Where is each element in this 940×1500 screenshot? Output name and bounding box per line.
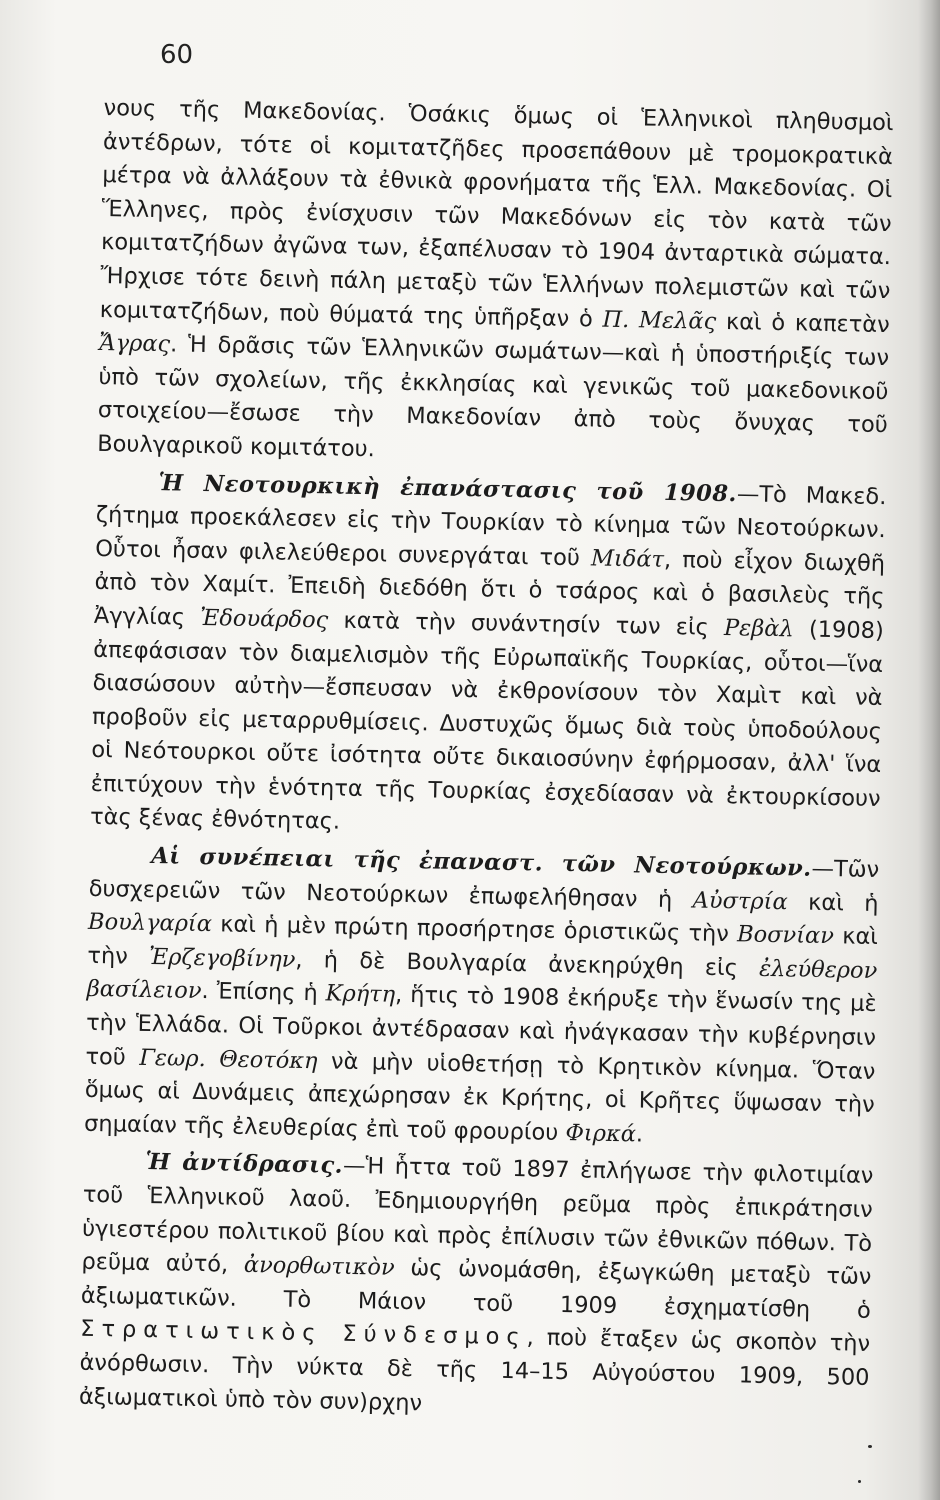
paragraph-young-turks xyxy=(90,465,887,850)
text-run: καὶ τὴν xyxy=(87,923,879,970)
text-run: κατὰ τὴν συνάντησίν των εἰς xyxy=(328,607,725,641)
italic-name: Ἐρζεγοβίνην xyxy=(148,943,296,973)
text-run: , ἡ δὲ Βουλγαρία ἀνεκηρύχθη εἰς xyxy=(295,946,760,982)
italic-name: Γεωρ. Θεοτόκη xyxy=(139,1044,318,1074)
text-run: . Ἐπίσης ἡ xyxy=(201,978,326,1007)
print-speck xyxy=(868,1445,872,1448)
italic-name: Π. Μελᾶς xyxy=(602,306,717,335)
text-run: . xyxy=(635,1121,644,1148)
italic-name: ἐλεύθερον βασίλειον xyxy=(86,955,878,1005)
text-run: καὶ ὁ καπετὰν xyxy=(715,308,890,338)
text-run: —Ἡ ἧττα τοῦ 1897 ἐπλήγωσε τὴν φιλοτιμίαν τοῦ Ἑλληνικοῦ λαοῦ. Ἐδημιουργήθη ρεῦμα πρὸς ἐπικράτησιν ὑγιεστέρου πολιτικοῦ βίου καὶ πρὸς ἐπίλυσιν τῶν ἐθνικῶν πόθων. Τὸ ρεῦμα αὐτό, xyxy=(81,1153,874,1279)
page-spine-shadow xyxy=(918,0,940,1500)
text-run: —Τὸ Μακεδ. ζήτημα προεκάλεσεν εἰς τὴν Τουρκίαν τὸ κίνημα τῶν Νεοτούρκων. Οὗτοι ἦσαν φιλελεύθεροι συνεργάται τοῦ xyxy=(94,480,887,572)
text-run: νους τῆς Μακεδονίας. Ὁσάκις ὅμως οἱ Ἑλληνικοὶ πληθυσμοὶ ἀντέδρων, τότε οἱ κομιτατζῆδες προσεπάθουν μὲ τρομοκρατικὰ μέτρα νὰ ἀλλάξουν τὰ ἐθνικὰ φρονήματα τῆς Ἑλλ. Μακεδονίας. Οἱ Ἕλληνες, πρὸς ἐνίσχυσιν τῶν Μακεδόνων εἰς τὸν κατὰ τῶν κομιτατζήδων ἀγῶνα των, ἐξαπέλυσαν τὸ 1904 ἀνταρτικὰ σώματα. Ἤρχισε τότε δεινὴ πάλη μεταξὺ τῶν Ἑλλήνων πολεμιστῶν καὶ τῶν κομιτατζήδων, ποὺ θύματά της ὑπῆρξαν ὁ xyxy=(99,94,894,333)
paragraph-macedonia xyxy=(97,92,894,477)
text-run: , ἥτις τὸ 1908 ἐκήρυξε τὴν ἕνωσίν της μὲ τὴν Ἑλλάδα. Οἱ Τοῦρκοι ἀντέδρασαν καὶ ἠνάγκασαν τὴν κυβέρνησιν τοῦ xyxy=(85,982,877,1071)
italic-name: Μιδάτ xyxy=(590,545,665,573)
italic-name: Φιρκά xyxy=(565,1119,637,1148)
italic-name: Κρήτη xyxy=(325,980,396,1009)
italic-term: ἀνορθωτικὸν xyxy=(243,1252,395,1281)
text-run: (1908) ἀπεφάσισαν τὸν διαμελισμὸν τῆς Εὐρωπαϊκῆς Τουρκίας, οὗτοι—ἵνα διασώσουν αὐτὴν—ἔσπευσαν νὰ ἐκθρονίσουν τὸν Χαμὶτ καὶ νὰ προβοῦν εἰς μεταρρυθμίσεις. Δυστυχῶς ὅμως διὰ τοὺς ὑποδούλους οἱ Νεότουρκοι οὔτε ἰσότητα οὔτε δικαιοσύνην ἐφήρμοσαν, ἀλλ' ἵνα ἐπιτύχουν τὴν ἑνότητα τῆς Τουρκίας ἐσχεδίασαν νὰ ἐκτουρκίσουν τὰς ξένας ἐθνότητας. xyxy=(89,616,885,836)
paragraph-consequences xyxy=(84,839,880,1156)
text-run: , ποὺ εἶχον διωχθῆ ἀπὸ τὸν Χαμίτ. Ἐπειδὴ διεδόθη ὅτι ὁ τσάρος καὶ ὁ βασιλεὺς τῆς Ἀγγλίας xyxy=(93,546,886,631)
text-run: καὶ ἡ μὲν πρώτη προσήρτησε ὁριστικῶς τὴν xyxy=(211,911,738,948)
section-heading: Ἡ Νεοτουρκικὴ ἐπανάστασις τοῦ 1908. xyxy=(158,469,738,507)
text-run: καὶ ἡ xyxy=(787,888,879,917)
section-heading: Ἡ ἀντίδρασις. xyxy=(145,1149,344,1180)
italic-name: Αὐστρία xyxy=(692,887,788,915)
spaced-term: Στρατιωτικὸς Σύνδεσμος xyxy=(79,1316,527,1351)
print-speck xyxy=(858,1480,861,1483)
text-run: —Τῶν δυσχερειῶν τῶν Νεοτούρκων ἐπωφελήθησαν ἡ xyxy=(88,855,880,914)
text-run: . Ἡ δρᾶσις τῶν Ἑλληνικῶν σωμάτων—καὶ ἡ ὑποστήριξίς των ὑπὸ τῶν σχολείων, τῆς ἐκκλησίας καὶ γενικῶς τοῦ μακεδονικοῦ στοιχείου—ἔσωσε τὴν Μακεδονίαν ἀπὸ τοὺς ὄνυχας τοῦ Βουλγαρικοῦ κομιτάτου. xyxy=(96,331,890,463)
italic-name: Βουλγαρία xyxy=(87,909,213,938)
italic-name: Ἐδουάρδος xyxy=(199,604,329,634)
body-text xyxy=(79,92,894,1429)
page-number: 60 xyxy=(160,40,194,70)
text-run: νὰ μὴν υἱοθετήσῃ τὸ Κρητικὸν κίνημα. Ὅταν ὅμως αἱ Δυνάμεις ἀπεχώρησαν ἐκ Κρήτης, οἱ Κρῆτες ὕψωσαν τὴν σημαίαν τῆς ἐλευθερίας ἐπὶ τοῦ φρουρίου xyxy=(83,1047,876,1146)
text-run: , ποὺ ἔταξεν ὡς σκοπὸν τὴν ἀνόρθωσιν. Τὴν νύκτα δὲ τῆς 14–15 Αὐγούστου 1909, 500 ἀξιωματικοὶ ὑπὸ τὸν συν)ρχην xyxy=(78,1324,871,1416)
text-run: ὡς ὠνομάσθη, ἐξωγκώθη μεταξὺ τῶν ἀξιωματικῶν. Τὸ Μάιον τοῦ 1909 ἐσχηματίσθη ὁ xyxy=(80,1254,872,1324)
italic-name: Ἄγρας xyxy=(98,330,171,358)
section-heading: Αἱ συνέπειαι τῆς ἐπαναστ. τῶν Νεοτούρκων. xyxy=(151,843,812,882)
italic-name: Ρεβὰλ xyxy=(723,614,794,643)
italic-name: Βοσνίαν xyxy=(736,921,835,950)
paragraph-reaction xyxy=(79,1145,874,1429)
